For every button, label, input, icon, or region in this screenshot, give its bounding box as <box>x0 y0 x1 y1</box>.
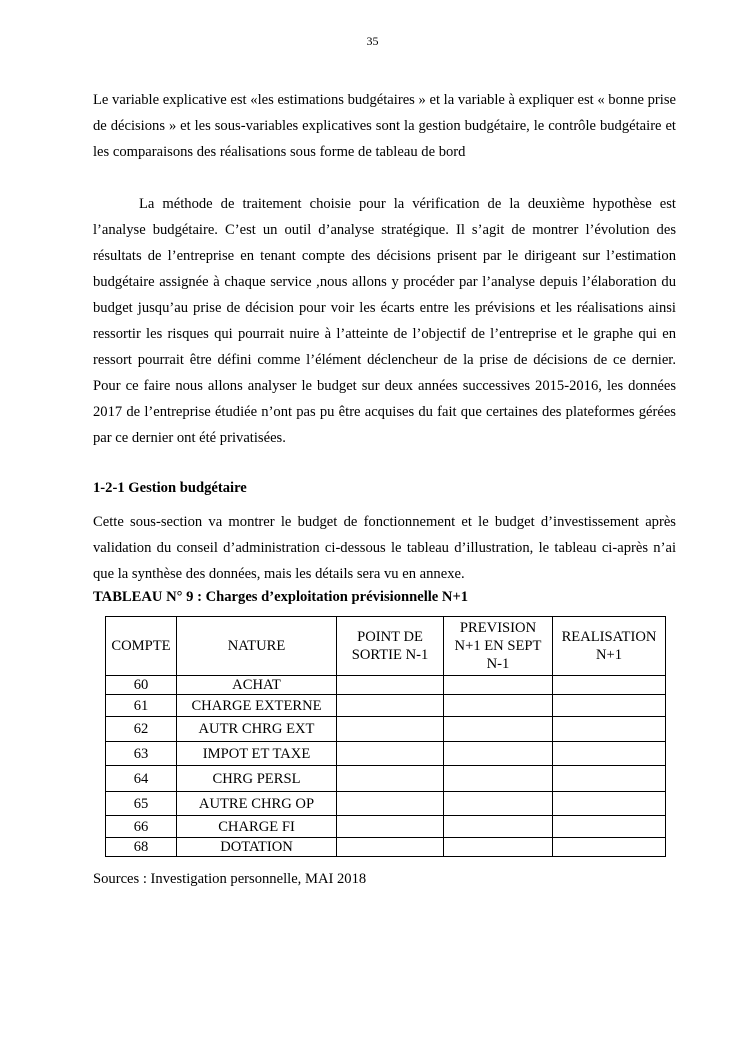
cell-nature: AUTR CHRG EXT <box>177 717 337 742</box>
cell-compte: 66 <box>106 816 177 838</box>
cell-empty <box>337 766 444 792</box>
header-real-line1: REALISATION <box>561 629 657 645</box>
cell-nature: CHRG PERSL <box>177 766 337 792</box>
section-heading: 1-2-1 Gestion budgétaire <box>93 480 247 496</box>
cell-empty <box>337 742 444 766</box>
cell-empty <box>337 676 444 695</box>
cell-empty <box>553 695 666 717</box>
cell-empty <box>553 766 666 792</box>
header-nature: NATURE <box>177 617 337 676</box>
cell-nature: ACHAT <box>177 676 337 695</box>
table-row <box>106 676 666 695</box>
cell-empty <box>444 816 553 838</box>
cell-empty <box>444 838 553 857</box>
cell-empty <box>553 676 666 695</box>
header-prevision <box>444 617 553 676</box>
cell-empty <box>444 695 553 717</box>
header-real-line2: N+1 <box>595 647 623 663</box>
cell-empty <box>337 792 444 816</box>
cell-nature: AUTRE CHRG OP <box>177 792 337 816</box>
header-realisation <box>553 617 666 676</box>
cell-nature: CHARGE FI <box>177 816 337 838</box>
table-row <box>106 742 666 766</box>
paragraph-variables: Le variable explicative est «les estimations budgétaires » et la variable à expliquer est « bonne prise de décisions » et les sous-variables explicatives sont la gestion budgétaire, le contrôle budgétaire et les comparaisons des réalisations sous forme de tableau de bord <box>93 92 676 160</box>
cell-empty <box>444 742 553 766</box>
cell-nature: CHARGE EXTERNE <box>177 695 337 717</box>
table-row <box>106 838 666 857</box>
table-row <box>106 766 666 792</box>
cell-empty <box>444 766 553 792</box>
cell-nature: IMPOT ET TAXE <box>177 742 337 766</box>
table-row <box>106 816 666 838</box>
cell-empty <box>553 816 666 838</box>
table-header-row <box>106 617 666 676</box>
table-row <box>106 695 666 717</box>
page-number: 35 <box>366 34 379 48</box>
cell-nature: DOTATION <box>177 838 337 857</box>
header-point-line2: SORTIE N-1 <box>351 647 429 663</box>
cell-empty <box>337 838 444 857</box>
cell-empty <box>444 676 553 695</box>
cell-compte: 68 <box>106 838 177 857</box>
cell-compte: 61 <box>106 695 177 717</box>
cell-empty <box>444 717 553 742</box>
cell-empty <box>337 695 444 717</box>
cell-compte: 60 <box>106 676 177 695</box>
charges-table <box>105 616 666 857</box>
cell-empty <box>553 717 666 742</box>
cell-compte: 65 <box>106 792 177 816</box>
cell-empty <box>553 838 666 857</box>
header-point-de-sortie <box>337 617 444 676</box>
cell-compte: 63 <box>106 742 177 766</box>
table-caption: TABLEAU N° 9 : Charges d’exploitation prévisionnelle N+1 <box>93 589 469 605</box>
header-prev-line3: N-1 <box>486 656 510 672</box>
header-compte: COMPTE <box>106 617 177 676</box>
cell-empty <box>337 717 444 742</box>
header-point-line1: POINT DE <box>357 629 423 645</box>
table-source: Sources : Investigation personnelle, MAI 2018 <box>93 871 367 887</box>
cell-compte: 64 <box>106 766 177 792</box>
cell-empty <box>444 792 553 816</box>
header-prev-line2: N+1 EN SEPT <box>454 638 542 654</box>
section-text: Cette sous-section va montrer le budget de fonctionnement et le budget d’investissement après validation du conseil d’administration ci-dessous le tableau d’illustration, le tableau ci-après n’ai que la synthèse des données, mais les détails sera vu en annexe. <box>93 514 676 582</box>
cell-empty <box>553 792 666 816</box>
header-prev-line1: PREVISION <box>459 620 537 636</box>
cell-empty <box>553 742 666 766</box>
cell-empty <box>337 816 444 838</box>
table-row <box>106 717 666 742</box>
cell-compte: 62 <box>106 717 177 742</box>
paragraph-method: La méthode de traitement choisie pour la vérification de la deuxième hypothèse est l’analyse budgétaire. C’est un outil d’analyse stratégique. Il s’agit de montrer l’évolution des résultats de l’entreprise en tenant compte des décisions prisent par le dirigeant sur l’estimation budgétaire assignée à chaque service ,nous allons y procéder par l’analyse depuis l’élaboration du budget jusqu’au prise de décision pour voir les écarts entre les prévisions et les réalisations ainsi ressortir les risques qui pourrait nuire à l’atteinte de l’objectif de l’entreprise et le graphe qui en ressort pourrait être défini comme l’élément déclencheur de la prise de décisions de ce dernier. Pour ce faire nous allons analyser le budget sur deux années successives 2015-2016, les données 2017 de l’entreprise étudiée n’ont pas pu être acquises du fait que certaines des plateformes gérées par ce dernier ont été privatisées. <box>93 196 676 446</box>
table-row <box>106 792 666 816</box>
